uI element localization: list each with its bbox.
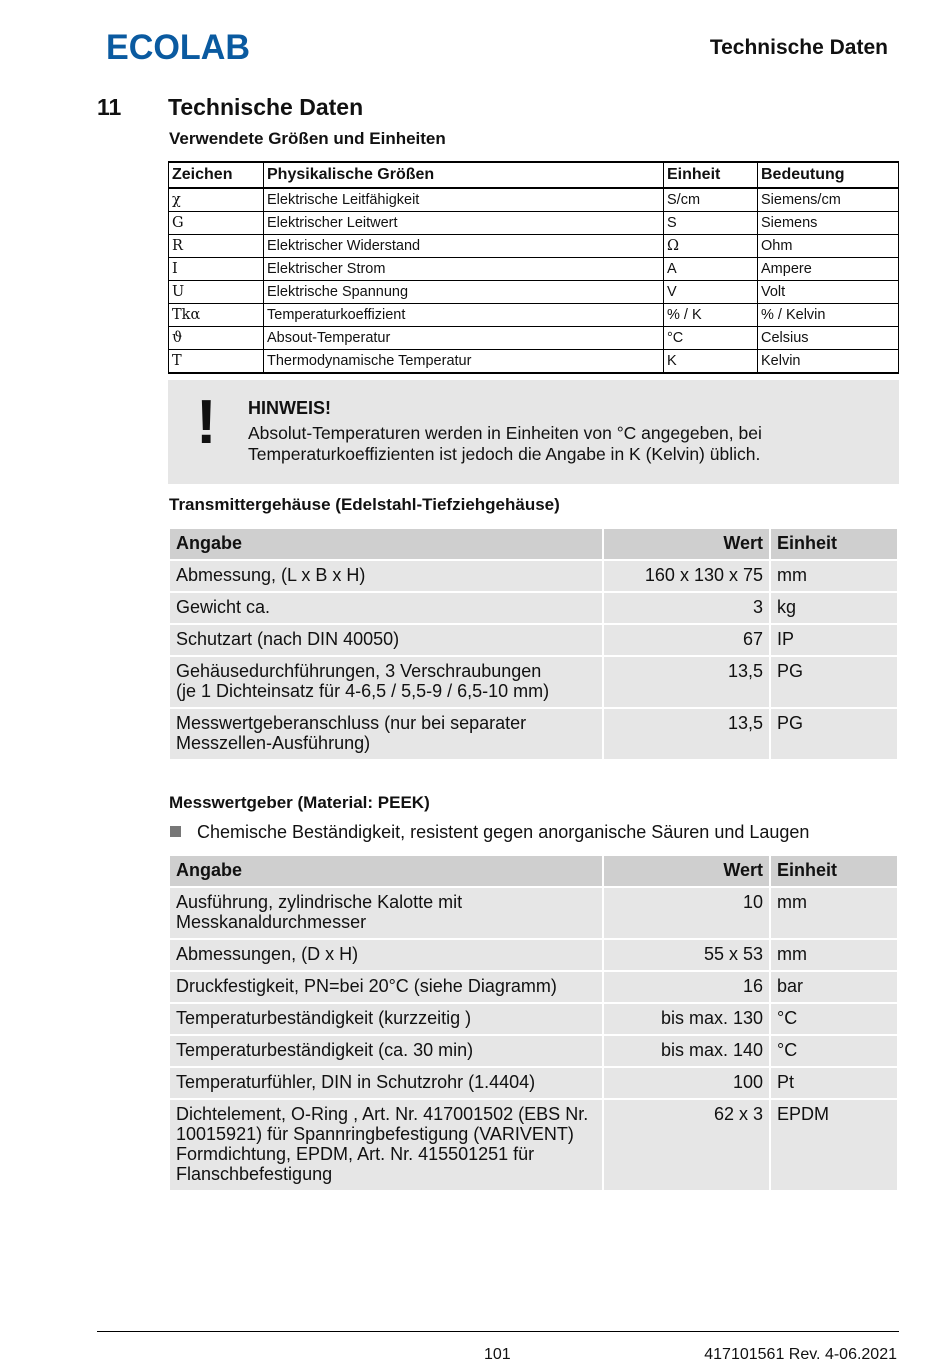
spec-col-einheit: Einheit xyxy=(771,529,897,559)
note-text-line: Temperaturkoeffizienten ist jedoch die Angabe in K (Kelvin) üblich. xyxy=(248,444,761,464)
units-cell-groesse: Elektrische Spannung xyxy=(264,281,664,304)
spec-cell-angabe-line: Abmessungen, (D x H) xyxy=(176,944,359,964)
spec-cell-einheit: mm xyxy=(771,888,897,938)
note-text-line: Absolut-Temperaturen werden in Einheiten von °C angegeben, bei xyxy=(248,423,762,443)
units-cell-zeichen: ϑ xyxy=(169,327,264,350)
page-number: 101 xyxy=(484,1346,511,1363)
spec-row xyxy=(170,888,897,938)
spec-cell-einheit: °C xyxy=(771,1036,897,1066)
spec-cell-angabe-line: Dichtelement, O-Ring , Art. Nr. 417001502 (EBS Nr. xyxy=(176,1104,589,1124)
spec-cell-einheit: PG xyxy=(771,657,897,707)
units-cell-groesse: Thermodynamische Temperatur xyxy=(264,350,664,374)
spec-cell-angabe xyxy=(170,940,602,970)
spec-cell-wert: 13,5 xyxy=(604,657,769,707)
units-cell-einheit: Ω xyxy=(664,235,758,258)
ecolab-logo xyxy=(106,26,256,66)
spec-cell-angabe xyxy=(170,1068,602,1098)
units-cell-zeichen: I xyxy=(169,258,264,281)
units-cell-bedeutung: Siemens/cm xyxy=(758,188,899,212)
units-cell-zeichen: U xyxy=(169,281,264,304)
sensor-table xyxy=(168,854,899,1192)
units-row xyxy=(169,258,899,281)
spec-cell-angabe-line: Flanschbefestigung xyxy=(176,1164,333,1184)
spec-row xyxy=(170,972,897,1002)
spec-row xyxy=(170,1004,897,1034)
units-row xyxy=(169,235,899,258)
spec-cell-wert: bis max. 140 xyxy=(604,1036,769,1066)
spec-header-row xyxy=(170,856,897,886)
units-header-row xyxy=(169,162,899,188)
transmitter-section-title: Transmittergehäuse (Edelstahl-Tiefziehgehäuse) xyxy=(169,495,560,514)
spec-cell-angabe-line: Messkanaldurchmesser xyxy=(176,912,367,932)
units-row xyxy=(169,304,899,327)
units-cell-bedeutung: % / Kelvin xyxy=(758,304,899,327)
units-cell-zeichen: χ xyxy=(169,188,264,212)
spec-cell-angabe xyxy=(170,561,602,591)
units-cell-zeichen: Tkα xyxy=(169,304,264,327)
spec-cell-angabe-line: 10015921) für Spannringbefestigung (VARIVENT) xyxy=(176,1124,574,1144)
units-col-einheit: Einheit xyxy=(664,162,758,188)
spec-col-wert: Wert xyxy=(604,529,769,559)
spec-row xyxy=(170,657,897,707)
spec-cell-einheit: bar xyxy=(771,972,897,1002)
units-cell-bedeutung: Siemens xyxy=(758,212,899,235)
spec-cell-einheit: mm xyxy=(771,561,897,591)
spec-cell-wert: 100 xyxy=(604,1068,769,1098)
units-cell-einheit: V xyxy=(664,281,758,304)
chapter-title: Technische Daten xyxy=(168,94,364,120)
bullet-text: Chemische Beständigkeit, resistent gegen anorganische Säuren und Laugen xyxy=(197,822,810,842)
spec-cell-wert: 13,5 xyxy=(604,709,769,759)
units-cell-einheit: °C xyxy=(664,327,758,350)
units-cell-groesse: Elektrischer Leitwert xyxy=(264,212,664,235)
spec-cell-wert: 10 xyxy=(604,888,769,938)
chapter-number: 11 xyxy=(97,94,122,120)
sensor-section-title: Messwertgeber (Material: PEEK) xyxy=(169,793,430,812)
units-cell-bedeutung: Ohm xyxy=(758,235,899,258)
spec-cell-angabe xyxy=(170,593,602,623)
spec-cell-wert: bis max. 130 xyxy=(604,1004,769,1034)
spec-cell-angabe-line: (je 1 Dichteinsatz für 4-6,5 / 5,5-9 / 6,5-10 mm) xyxy=(176,681,550,701)
spec-cell-wert: 16 xyxy=(604,972,769,1002)
footer-divider xyxy=(97,1331,899,1332)
spec-cell-angabe-line: Abmessung, (L x B x H) xyxy=(176,565,366,585)
spec-row xyxy=(170,1036,897,1066)
units-cell-groesse: Elektrische Leitfähigkeit xyxy=(264,188,664,212)
spec-cell-angabe xyxy=(170,625,602,655)
units-cell-groesse: Absout-Temperatur xyxy=(264,327,664,350)
spec-cell-angabe-line: Messwertgeberanschluss (nur bei separater xyxy=(176,713,527,733)
units-row xyxy=(169,188,899,212)
units-cell-bedeutung: Ampere xyxy=(758,258,899,281)
note-text xyxy=(248,423,868,465)
units-col-groessen: Physikalische Größen xyxy=(264,162,664,188)
spec-row xyxy=(170,1068,897,1098)
spec-cell-wert: 3 xyxy=(604,593,769,623)
spec-cell-angabe-line: Druckfestigkeit, PN=bei 20°C (siehe Diagramm) xyxy=(176,976,557,996)
spec-cell-wert: 62 x 3 xyxy=(604,1100,769,1190)
spec-col-angabe: Angabe xyxy=(170,856,602,886)
spec-cell-angabe-line: Formdichtung, EPDM, Art. Nr. 415501251 für xyxy=(176,1144,535,1164)
logo-text: ECOLAB xyxy=(106,28,250,66)
spec-cell-angabe xyxy=(170,709,602,759)
spec-cell-angabe-line: Gehäusedurchführungen, 3 Verschraubungen xyxy=(176,661,542,681)
spec-cell-wert: 55 x 53 xyxy=(604,940,769,970)
units-row xyxy=(169,281,899,304)
units-cell-einheit: K xyxy=(664,350,758,374)
units-section-title: Verwendete Größen und Einheiten xyxy=(169,129,446,148)
spec-cell-angabe xyxy=(170,888,602,938)
spec-cell-angabe xyxy=(170,1036,602,1066)
units-cell-bedeutung: Celsius xyxy=(758,327,899,350)
units-cell-groesse: Elektrischer Widerstand xyxy=(264,235,664,258)
spec-cell-angabe xyxy=(170,657,602,707)
spec-cell-angabe-line: Messzellen-Ausführung) xyxy=(176,733,371,753)
units-cell-einheit: S xyxy=(664,212,758,235)
exclamation-icon: ! xyxy=(196,388,217,457)
document-reference: 417101561 Rev. 4-06.2021 xyxy=(704,1346,897,1363)
spec-cell-angabe-line: Gewicht ca. xyxy=(176,597,271,617)
units-row xyxy=(169,212,899,235)
spec-cell-angabe xyxy=(170,972,602,1002)
spec-cell-angabe-line: Temperaturbeständigkeit (ca. 30 min) xyxy=(176,1040,474,1060)
spec-header-row xyxy=(170,529,897,559)
units-col-zeichen: Zeichen xyxy=(169,162,264,188)
units-table xyxy=(168,161,899,374)
units-cell-bedeutung: Volt xyxy=(758,281,899,304)
bullet-square-icon xyxy=(170,826,181,837)
units-cell-zeichen: T xyxy=(169,350,264,374)
units-cell-einheit: S/cm xyxy=(664,188,758,212)
units-cell-einheit: % / K xyxy=(664,304,758,327)
spec-row xyxy=(170,1100,897,1190)
spec-cell-angabe-line: Temperaturfühler, DIN in Schutzrohr (1.4404) xyxy=(176,1072,536,1092)
spec-cell-einheit: IP xyxy=(771,625,897,655)
units-cell-bedeutung: Kelvin xyxy=(758,350,899,374)
spec-row xyxy=(170,709,897,759)
units-cell-einheit: A xyxy=(664,258,758,281)
units-cell-groesse: Temperaturkoeffizient xyxy=(264,304,664,327)
spec-row xyxy=(170,561,897,591)
spec-cell-wert: 160 x 130 x 75 xyxy=(604,561,769,591)
spec-cell-einheit: Pt xyxy=(771,1068,897,1098)
spec-cell-angabe-line: Temperaturbeständigkeit (kurzzeitig ) xyxy=(176,1008,472,1028)
spec-col-angabe: Angabe xyxy=(170,529,602,559)
header-title: Technische Daten xyxy=(709,36,888,59)
spec-cell-einheit: PG xyxy=(771,709,897,759)
units-row xyxy=(169,327,899,350)
spec-cell-angabe xyxy=(170,1100,602,1190)
spec-cell-angabe-line: Schutzart (nach DIN 40050) xyxy=(176,629,400,649)
bullet-item xyxy=(170,822,809,843)
spec-cell-einheit: EPDM xyxy=(771,1100,897,1190)
spec-col-wert: Wert xyxy=(604,856,769,886)
units-cell-zeichen: G xyxy=(169,212,264,235)
spec-cell-angabe-line: Ausführung, zylindrische Kalotte mit xyxy=(176,892,463,912)
spec-cell-einheit: mm xyxy=(771,940,897,970)
note-title: HINWEIS! xyxy=(248,398,331,418)
units-row xyxy=(169,350,899,374)
spec-cell-einheit: °C xyxy=(771,1004,897,1034)
spec-row xyxy=(170,625,897,655)
units-col-bedeutung: Bedeutung xyxy=(758,162,899,188)
spec-cell-wert: 67 xyxy=(604,625,769,655)
spec-cell-einheit: kg xyxy=(771,593,897,623)
spec-cell-angabe xyxy=(170,1004,602,1034)
units-cell-zeichen: R xyxy=(169,235,264,258)
note-box xyxy=(168,380,899,484)
spec-col-einheit: Einheit xyxy=(771,856,897,886)
spec-row xyxy=(170,940,897,970)
transmitter-table xyxy=(168,527,899,761)
spec-row xyxy=(170,593,897,623)
units-cell-groesse: Elektrischer Strom xyxy=(264,258,664,281)
